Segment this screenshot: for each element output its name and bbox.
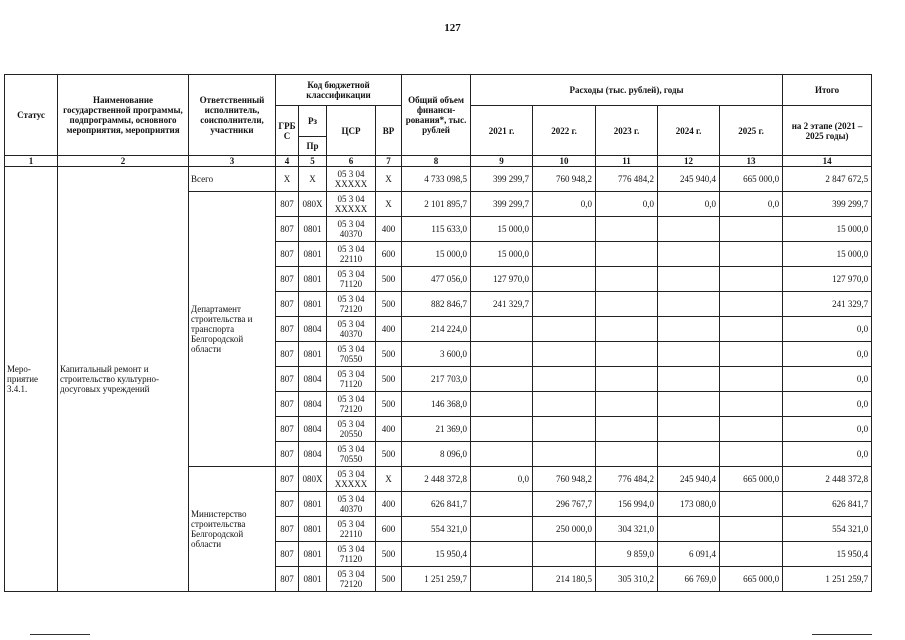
csr-cell: 05 3 04 72120 (327, 292, 376, 317)
year-2025-cell (720, 242, 783, 267)
header-grbs: ГРБ С (276, 106, 299, 156)
year-2022-cell (533, 342, 596, 367)
itogo-cell: 399 299,7 (783, 192, 872, 217)
grbs-cell: 807 (276, 542, 299, 567)
itogo-cell: 15 950,4 (783, 542, 872, 567)
total-volume-cell: 2 448 372,8 (402, 467, 471, 492)
year-2024-cell (658, 517, 720, 542)
year-2021-cell (471, 417, 533, 442)
grbs-cell: 807 (276, 192, 299, 217)
vr-cell: 500 (376, 267, 402, 292)
csr-cell: 05 3 04 70550 (327, 442, 376, 467)
year-2021-cell (471, 542, 533, 567)
column-number-cell: 4 (276, 156, 299, 167)
year-2021-cell (471, 442, 533, 467)
rz-cell: 080Х (299, 192, 327, 217)
grbs-cell: 807 (276, 267, 299, 292)
column-number-cell: 2 (58, 156, 189, 167)
year-2022-cell: 760 948,2 (533, 467, 596, 492)
vr-cell: 400 (376, 317, 402, 342)
year-2024-cell: 173 080,0 (658, 492, 720, 517)
year-2023-cell: 0,0 (596, 192, 658, 217)
year-2025-cell (720, 392, 783, 417)
header-pr: Пр (299, 137, 327, 156)
year-2025-cell (720, 267, 783, 292)
csr-cell: 05 3 04 22110 (327, 242, 376, 267)
vr-cell: 500 (376, 367, 402, 392)
total-volume-cell: 4 733 098,5 (402, 167, 471, 192)
vr-cell: Х (376, 167, 402, 192)
year-2022-cell (533, 442, 596, 467)
vr-cell: 600 (376, 242, 402, 267)
year-2021-cell (471, 317, 533, 342)
itogo-cell: 15 000,0 (783, 217, 872, 242)
vr-cell: 500 (376, 442, 402, 467)
grbs-cell: 807 (276, 517, 299, 542)
csr-cell: 05 3 04 ХХХХХ (327, 467, 376, 492)
year-2023-cell (596, 442, 658, 467)
vr-cell: 400 (376, 492, 402, 517)
vr-cell: 500 (376, 292, 402, 317)
total-volume-cell: 214 224,0 (402, 317, 471, 342)
itogo-cell: 0,0 (783, 317, 872, 342)
year-2021-cell: 15 000,0 (471, 217, 533, 242)
itogo-cell: 0,0 (783, 442, 872, 467)
page-number: 127 (444, 22, 461, 34)
footer-line-left (30, 634, 90, 635)
itogo-cell: 0,0 (783, 342, 872, 367)
year-2022-cell (533, 392, 596, 417)
year-2025-cell (720, 292, 783, 317)
rz-cell: 0801 (299, 517, 327, 542)
year-2022-cell: 214 180,5 (533, 567, 596, 592)
year-2025-cell (720, 492, 783, 517)
year-2022-cell: 0,0 (533, 192, 596, 217)
year-2023-cell: 9 859,0 (596, 542, 658, 567)
header-name: Наименование государственной программы, подпрограммы, основного мероприятия, мероприятия (58, 75, 189, 156)
year-2023-cell: 156 994,0 (596, 492, 658, 517)
year-2024-cell: 245 940,4 (658, 467, 720, 492)
csr-cell: 05 3 04 22110 (327, 517, 376, 542)
year-2021-cell (471, 342, 533, 367)
itogo-cell: 0,0 (783, 417, 872, 442)
header-expenses: Расходы (тыс. рублей), годы (471, 75, 783, 106)
grbs-cell: 807 (276, 317, 299, 342)
year-2023-cell (596, 242, 658, 267)
csr-cell: 05 3 04 ХХХХХ (327, 192, 376, 217)
year-2021-cell (471, 392, 533, 417)
total-volume-cell: 8 096,0 (402, 442, 471, 467)
vr-cell: Х (376, 192, 402, 217)
year-2025-cell (720, 517, 783, 542)
rz-cell: 0801 (299, 342, 327, 367)
vr-cell: 400 (376, 417, 402, 442)
year-2025-cell: 665 000,0 (720, 167, 783, 192)
header-year-2025: 2025 г. (720, 106, 783, 156)
vr-cell: 600 (376, 517, 402, 542)
rz-cell: 0804 (299, 442, 327, 467)
year-2022-cell (533, 367, 596, 392)
year-2021-cell: 241 329,7 (471, 292, 533, 317)
total-volume-cell: 554 321,0 (402, 517, 471, 542)
year-2022-cell (533, 417, 596, 442)
year-2023-cell (596, 292, 658, 317)
year-2024-cell: 0,0 (658, 192, 720, 217)
year-2023-cell (596, 417, 658, 442)
year-2021-cell: 399 299,7 (471, 167, 533, 192)
rz-cell: 0801 (299, 492, 327, 517)
rz-cell: Х (299, 167, 327, 192)
vr-cell: 400 (376, 217, 402, 242)
year-2021-cell: 15 000,0 (471, 242, 533, 267)
column-number-cell: 10 (533, 156, 596, 167)
year-2024-cell (658, 442, 720, 467)
vr-cell: 500 (376, 567, 402, 592)
year-2021-cell: 0,0 (471, 467, 533, 492)
year-2022-cell: 296 767,7 (533, 492, 596, 517)
year-2024-cell: 66 769,0 (658, 567, 720, 592)
grbs-cell: 807 (276, 567, 299, 592)
year-2023-cell (596, 267, 658, 292)
year-2023-cell: 776 484,2 (596, 167, 658, 192)
year-2022-cell (533, 267, 596, 292)
itogo-cell: 0,0 (783, 367, 872, 392)
header-year-2021: 2021 г. (471, 106, 533, 156)
column-number-cell: 6 (327, 156, 376, 167)
rz-cell: 0804 (299, 317, 327, 342)
total-volume-cell: 1 251 259,7 (402, 567, 471, 592)
csr-cell: 05 3 04 40370 (327, 217, 376, 242)
total-volume-cell: 477 056,0 (402, 267, 471, 292)
itogo-cell: 626 841,7 (783, 492, 872, 517)
year-2022-cell: 250 000,0 (533, 517, 596, 542)
itogo-cell: 2 448 372,8 (783, 467, 872, 492)
csr-cell: 05 3 04 71120 (327, 367, 376, 392)
year-2025-cell (720, 342, 783, 367)
executor-cell: Департамент строительства и транспорта Белгородской области (189, 192, 276, 467)
executor-cell: Министерство строительства Белгородской области (189, 467, 276, 592)
itogo-cell: 0,0 (783, 392, 872, 417)
total-volume-cell: 115 633,0 (402, 217, 471, 242)
year-2024-cell: 245 940,4 (658, 167, 720, 192)
budget-table (4, 74, 872, 592)
year-2024-cell (658, 342, 720, 367)
column-number-cell: 8 (402, 156, 471, 167)
year-2021-cell (471, 517, 533, 542)
year-2024-cell: 6 091,4 (658, 542, 720, 567)
column-number-cell: 14 (783, 156, 872, 167)
year-2024-cell (658, 392, 720, 417)
year-2025-cell: 665 000,0 (720, 567, 783, 592)
total-volume-cell: 146 368,0 (402, 392, 471, 417)
year-2023-cell: 776 484,2 (596, 467, 658, 492)
header-year-2024: 2024 г. (658, 106, 720, 156)
year-2024-cell (658, 317, 720, 342)
grbs-cell: 807 (276, 417, 299, 442)
status-cell: Меро-приятие 3.4.1. (5, 167, 58, 592)
year-2024-cell (658, 367, 720, 392)
csr-cell: 05 3 04 40370 (327, 317, 376, 342)
year-2025-cell: 0,0 (720, 192, 783, 217)
total-volume-cell: 2 101 895,7 (402, 192, 471, 217)
vr-cell: 500 (376, 542, 402, 567)
rz-cell: 0801 (299, 567, 327, 592)
rz-cell: 080Х (299, 467, 327, 492)
rz-cell: 0804 (299, 367, 327, 392)
total-volume-cell: 882 846,7 (402, 292, 471, 317)
year-2023-cell: 304 321,0 (596, 517, 658, 542)
year-2025-cell (720, 367, 783, 392)
year-2024-cell (658, 292, 720, 317)
rz-cell: 0801 (299, 267, 327, 292)
column-number-cell: 11 (596, 156, 658, 167)
rz-cell: 0804 (299, 392, 327, 417)
itogo-cell: 2 847 672,5 (783, 167, 872, 192)
csr-cell: 05 3 04 40370 (327, 492, 376, 517)
year-2021-cell: 399 299,7 (471, 192, 533, 217)
header-csr: ЦСР (327, 106, 376, 156)
header-itogo: Итого (783, 75, 872, 106)
column-number-cell: 3 (189, 156, 276, 167)
header-executor: Ответственный исполнитель, соисполнители, участники (189, 75, 276, 156)
footer-line-right (812, 634, 872, 635)
column-number-cell: 1 (5, 156, 58, 167)
header-vr: ВР (376, 106, 402, 156)
vr-cell: 500 (376, 342, 402, 367)
itogo-cell: 1 251 259,7 (783, 567, 872, 592)
year-2022-cell (533, 217, 596, 242)
csr-cell: 05 3 04 ХХХХХ (327, 167, 376, 192)
csr-cell: 05 3 04 20550 (327, 417, 376, 442)
grbs-cell: 807 (276, 492, 299, 517)
rz-cell: 0801 (299, 542, 327, 567)
total-volume-cell: 15 000,0 (402, 242, 471, 267)
total-volume-cell: 217 703,0 (402, 367, 471, 392)
year-2025-cell (720, 317, 783, 342)
name-cell: Капитальный ремонт и строительство культурно-досуговых учреждений (58, 167, 189, 592)
year-2022-cell (533, 292, 596, 317)
rz-cell: 0804 (299, 417, 327, 442)
year-2025-cell (720, 217, 783, 242)
year-2023-cell (596, 367, 658, 392)
year-2024-cell (658, 242, 720, 267)
year-2023-cell (596, 217, 658, 242)
header-total-volume: Общий объем финанси-рования*, тыс. рублей (402, 75, 471, 156)
itogo-cell: 127 970,0 (783, 267, 872, 292)
table-row (5, 167, 872, 192)
grbs-cell: Х (276, 167, 299, 192)
csr-cell: 05 3 04 72120 (327, 567, 376, 592)
year-2022-cell (533, 317, 596, 342)
vr-cell: 500 (376, 392, 402, 417)
year-2024-cell (658, 217, 720, 242)
header-year-2023: 2023 г. (596, 106, 658, 156)
column-number-cell: 13 (720, 156, 783, 167)
grbs-cell: 807 (276, 292, 299, 317)
rz-cell: 0801 (299, 242, 327, 267)
column-number-cell: 12 (658, 156, 720, 167)
year-2025-cell: 665 000,0 (720, 467, 783, 492)
year-2021-cell (471, 492, 533, 517)
column-numbers-row (5, 156, 872, 167)
header-rz: Рз (299, 106, 327, 137)
grbs-cell: 807 (276, 467, 299, 492)
column-number-cell: 9 (471, 156, 533, 167)
itogo-cell: 241 329,7 (783, 292, 872, 317)
total-volume-cell: 3 600,0 (402, 342, 471, 367)
year-2021-cell (471, 367, 533, 392)
year-2024-cell (658, 267, 720, 292)
year-2025-cell (720, 417, 783, 442)
grbs-cell: 807 (276, 342, 299, 367)
column-number-cell: 5 (299, 156, 327, 167)
grbs-cell: 807 (276, 242, 299, 267)
itogo-cell: 554 321,0 (783, 517, 872, 542)
vr-cell: Х (376, 467, 402, 492)
header-budget-code: Код бюджетной классификации (276, 75, 402, 106)
year-2021-cell: 127 970,0 (471, 267, 533, 292)
grbs-cell: 807 (276, 367, 299, 392)
year-2021-cell (471, 567, 533, 592)
rz-cell: 0801 (299, 292, 327, 317)
executor-cell: Всего (189, 167, 276, 192)
header-year-2022: 2022 г. (533, 106, 596, 156)
year-2022-cell: 760 948,2 (533, 167, 596, 192)
grbs-cell: 807 (276, 217, 299, 242)
year-2022-cell (533, 242, 596, 267)
year-2024-cell (658, 417, 720, 442)
grbs-cell: 807 (276, 442, 299, 467)
year-2022-cell (533, 542, 596, 567)
csr-cell: 05 3 04 71120 (327, 267, 376, 292)
year-2025-cell (720, 542, 783, 567)
rz-cell: 0801 (299, 217, 327, 242)
header-itogo-sub: на 2 этапе (2021 – 2025 годы) (783, 106, 872, 156)
year-2023-cell (596, 392, 658, 417)
total-volume-cell: 21 369,0 (402, 417, 471, 442)
grbs-cell: 807 (276, 392, 299, 417)
year-2023-cell (596, 342, 658, 367)
total-volume-cell: 626 841,7 (402, 492, 471, 517)
year-2023-cell: 305 310,2 (596, 567, 658, 592)
year-2025-cell (720, 442, 783, 467)
csr-cell: 05 3 04 72120 (327, 392, 376, 417)
csr-cell: 05 3 04 71120 (327, 542, 376, 567)
column-number-cell: 7 (376, 156, 402, 167)
header-status: Статус (5, 75, 58, 156)
year-2023-cell (596, 317, 658, 342)
csr-cell: 05 3 04 70550 (327, 342, 376, 367)
total-volume-cell: 15 950,4 (402, 542, 471, 567)
itogo-cell: 15 000,0 (783, 242, 872, 267)
